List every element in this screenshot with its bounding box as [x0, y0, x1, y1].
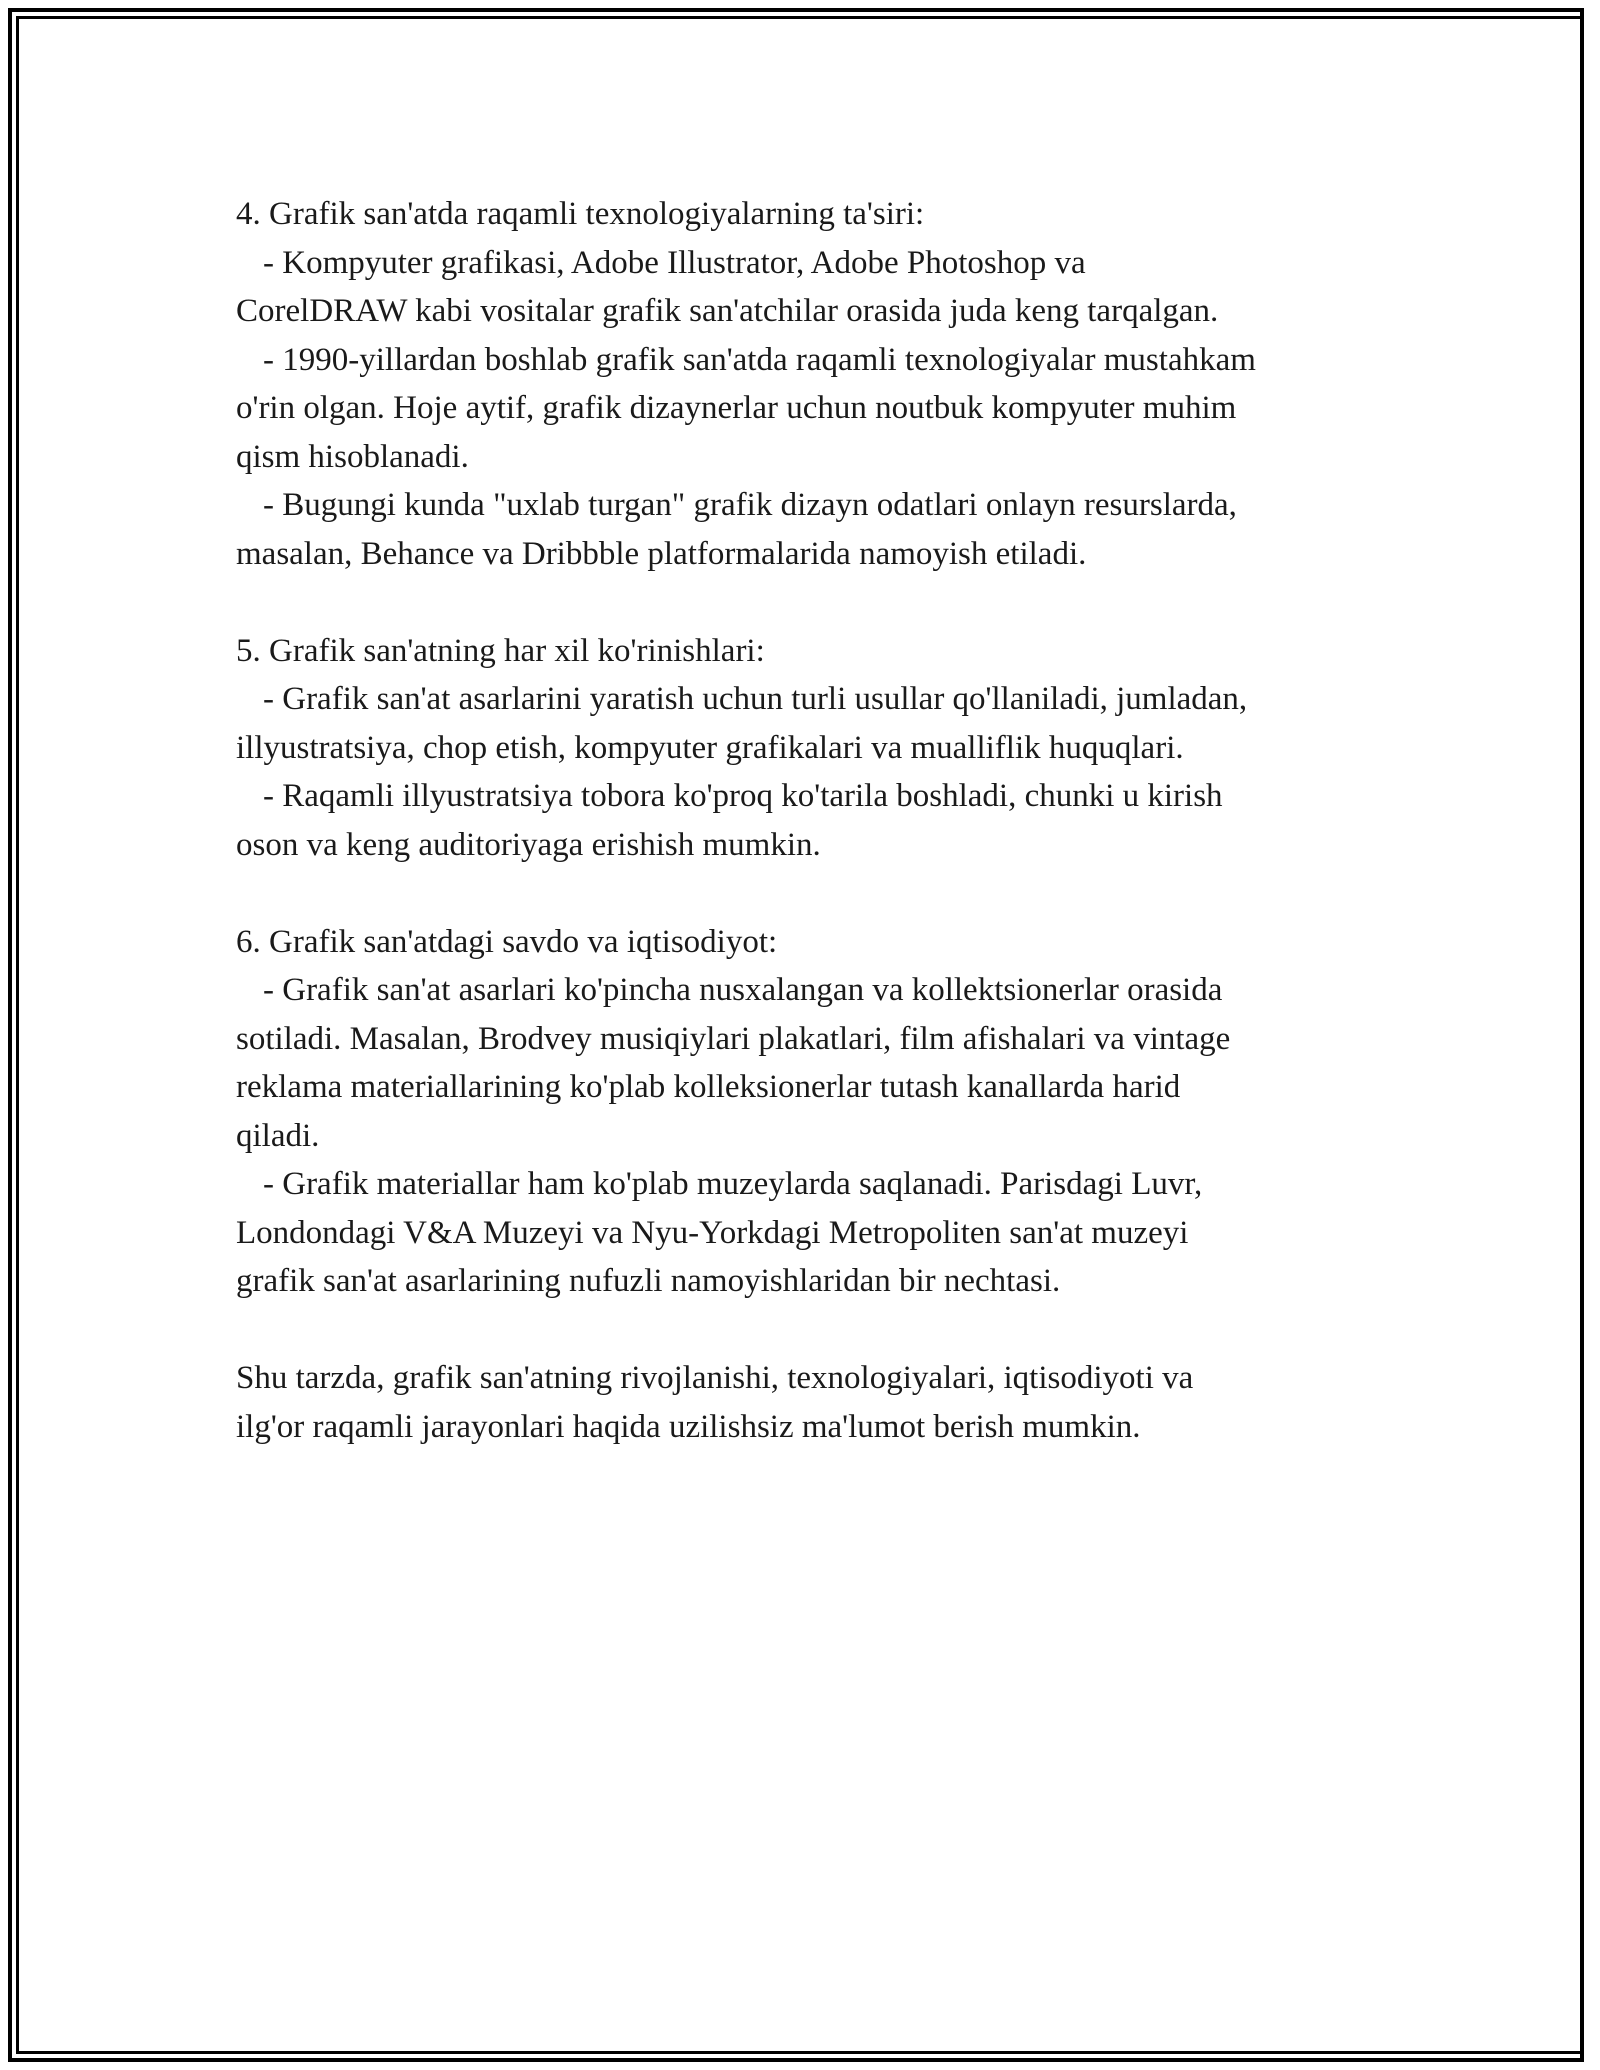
bullet-line: - Grafik materiallar ham ko'plab muzeylarda saqlanadi. Parisdagi Luvr, [263, 1166, 1203, 1202]
bullet-line: - Grafik san'at asarlarini yaratish uchun turli usullar qo'llaniladi, jumladan, [263, 681, 1248, 717]
bullet-line: - Bugungi kunda "uxlab turgan" grafik dizayn odatlari onlayn resurslarda, [263, 487, 1237, 523]
bullet-line: - Raqamli illyustratsiya tobora ko'proq ko'tarila boshladi, chunki u kirish [263, 778, 1223, 814]
paragraph-gap [236, 578, 1386, 627]
paragraph-line: Londondagi V&A Muzeyi va Nyu-Yorkdagi Metropoliten san'at muzeyi [236, 1214, 1189, 1251]
paragraph-line: oson va keng auditoriyaga erishish mumkin. [236, 826, 821, 863]
paragraph-line: qism hisoblanadi. [236, 438, 469, 475]
bullet-line: - 1990-yillardan boshlab grafik san'atda raqamli texnologiyalar mustahkam [263, 341, 1256, 378]
paragraph-line: illyustratsiya, chop etish, kompyuter grafikalari va mualliflik huquqlari. [236, 729, 1184, 766]
paragraph-line: reklama materiallarining ko'plab kolleksionerlar tutash kanallarda harid [236, 1069, 1181, 1105]
paragraph-gap [236, 1306, 1386, 1355]
section-heading: 4. Grafik san'atda raqamli texnologiyalarning ta'siri: [236, 196, 925, 232]
conclusion-line: ilg'or raqamli jarayonlari haqida uzilishsiz ma'lumot berish mumkin. [236, 1408, 1141, 1445]
conclusion-line: Shu tarzda, grafik san'atning rivojlanishi, texnologiyalari, iqtisodiyoti va [236, 1360, 1194, 1396]
bullet-line: - Grafik san'at asarlari ko'pincha nusxalangan va kollektsionerlar orasida [263, 972, 1223, 1008]
paragraph-line: sotiladi. Masalan, Brodvey musiqiylari plakatlari, film afishalari va vintage [236, 1020, 1231, 1057]
document-body [236, 190, 1386, 1451]
paragraph-line: o'rin olgan. Hoje aytif, grafik dizaynerlar uchun noutbuk kompyuter muhim [236, 390, 1237, 426]
paragraph-line: CorelDRAW kabi vositalar grafik san'atchilar orasida juda keng tarqalgan. [236, 293, 1219, 329]
bullet-line: - Kompyuter grafikasi, Adobe Illustrator, Adobe Photoshop va [263, 244, 1086, 281]
paragraph-line: qiladi. [236, 1117, 320, 1154]
paragraph-line: masalan, Behance va Dribbble platformalarida namoyish etiladi. [236, 535, 1087, 572]
section-heading: 5. Grafik san'atning har xil ko'rinishlari: [236, 632, 765, 669]
paragraph-line: grafik san'at asarlarining nufuzli namoyishlaridan bir nechtasi. [236, 1263, 1061, 1299]
section-heading: 6. Grafik san'atdagi savdo va iqtisodiyot: [236, 923, 778, 960]
paragraph-gap [236, 869, 1386, 918]
